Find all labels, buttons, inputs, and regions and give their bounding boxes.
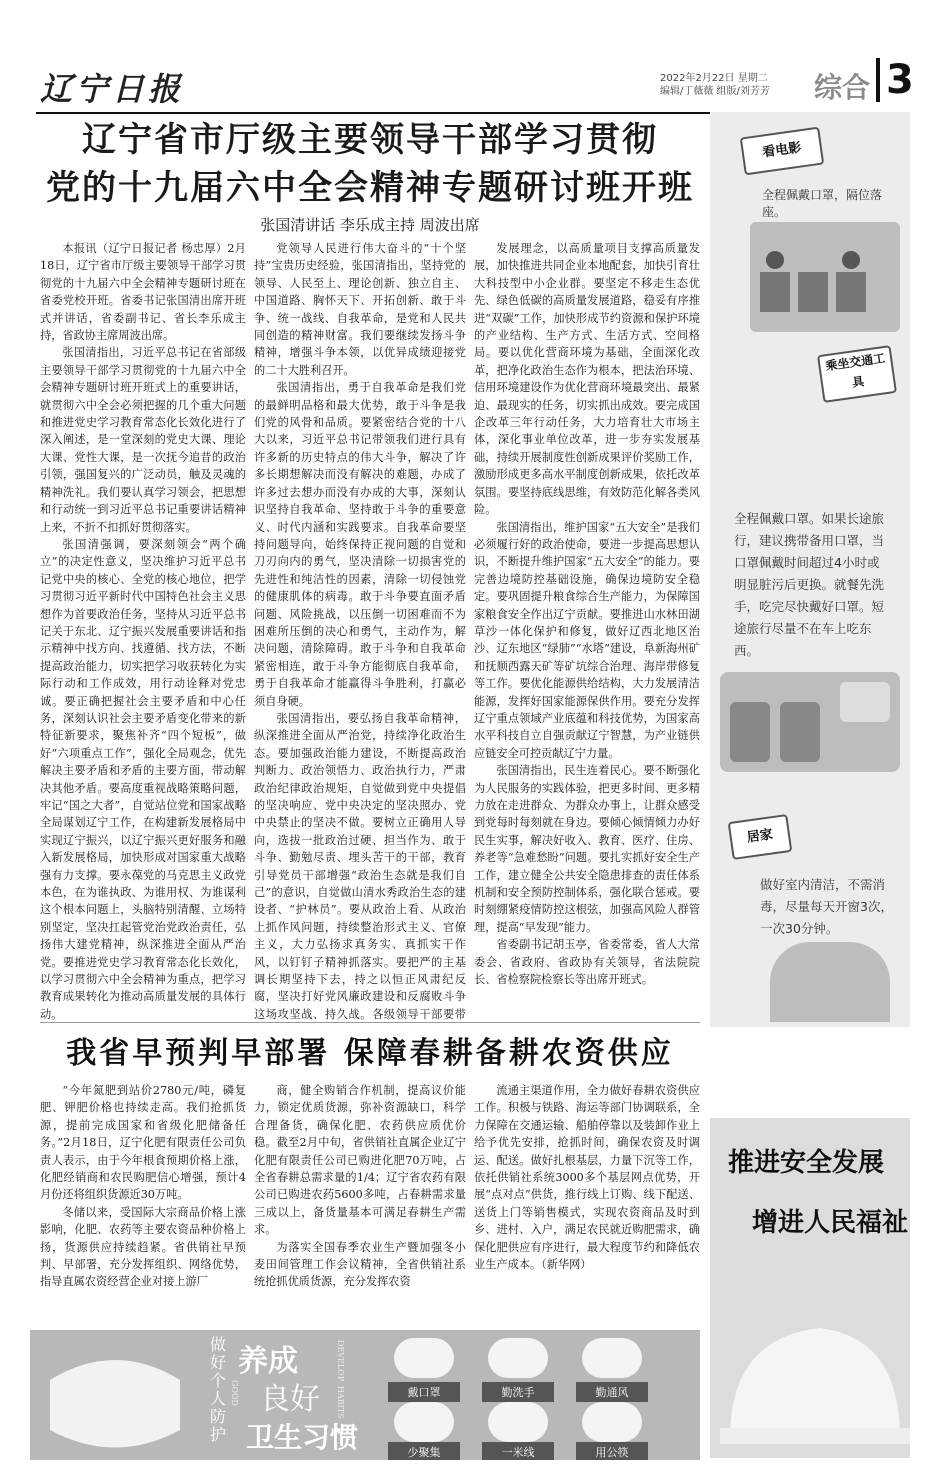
paragraph: 张国清指出，民生连着民心。要不断强化为人民服务的实践体验，把更多时间、更多精力放在走进群众、为群众办事上，让群众感受到党每时每刻就在身边。要倾心倾情倾力办好民生实事，解决好收入、教育、医疗、住房、养老等“急难愁盼”问题。要扎实抓好安全生产工作，建立健全公共安全隐患排查的责任体系机制和安全预防控制体系，强化联合惩戒。要时刻绷紧疫情防控这根弦，加强高风险人群管理，提高“早发现”能力。 [474, 764, 700, 934]
habit-label: 勤通风 [576, 1382, 648, 1402]
paragraph: 发展理念，以高质量项目支撑高质量发展，加快推进共同企业本地配套，加快引育壮大科技型中小企业群。要坚定不移走生态优先、绿色低碳的高质量发展道路，稳妥有序推进“双碳”工作，加快形成节约资源和保护环境的产业结构、生产方式、生活方式、空间格局。要以优化营商环境为基础，全面深化改革，把净化政治生态作为根本，把法治环境、信用环境建设作为优化营商环境最突出、最紧迫、最现实的任务，切实抓出成效。要完成国企改革三年行动任务，大力培育壮大市场主体，深化事业单位改革，进一步夯实发展基础，持续开展制度性创新成果评价奖励工作，激励形成更多高水平制度创新成果，依托改革氛围。要坚持底线思维，有效防范化解各类风险。 [474, 242, 700, 517]
ventilation-habit-icon [582, 1338, 642, 1378]
headline-line-2: 党的十九届六中全会精神专题研讨班开班 [46, 168, 694, 208]
headline-line-1: 辽宁省市厅级主要领导干部学习贯彻 [82, 120, 658, 160]
safety-slogan-line-1: 推进安全发展 [728, 1148, 885, 1178]
ad-title-3: 卫生习惯 [246, 1421, 359, 1454]
panel-text-home: 做好室内清洁，不需消毒，尽量每天开窗3次，一次30分钟。 [760, 877, 893, 936]
train-seat-illustration [720, 672, 900, 772]
face-mask-icon [30, 1340, 200, 1460]
article2-column-2 [254, 1082, 466, 1322]
article2-headline: 我省早预判早部署 保障春耕备耕农资供应 [66, 1036, 674, 1071]
habit-label: 少聚集 [388, 1442, 460, 1460]
panel-tag-home: 居家 [728, 814, 793, 860]
paragraph: 流通主渠道作用，全力做好春耕农资供应工作。积极与铁路、海运等部门协调联系，全力保障在交通运输、船舶停靠以及装卸作业上给予优先安排，抢抓时间，确保农资及时调运、配送。做好扎根基层，力量下沉等工作，依托供销社系统3000多个基层网点优势，开展“点对点”供货，推行线上订购、线下配送、送货上门等销售模式，实现农资商品及时到乡、进村、入户，满足农民就近购肥需求，确保化肥供应有序进行，最大程度节约和降低农业生产成本。（新华网） [474, 1084, 700, 1272]
distance-habit-icon [488, 1402, 548, 1442]
prevention-tips-panel [710, 112, 910, 1027]
paragraph: 本报讯（辽宁日报记者 杨忠厚）2月18日，辽宁省市厅级主要领导干部学习贯彻党的十九届六中全会精神专题研讨班在省委党校开班。省委书记张国清出席开班式并讲话，省委副书记、省长李乐成主持，省政协主席周波出席。 [40, 242, 246, 343]
safety-ad [710, 1118, 910, 1458]
mask-habit-icon [394, 1338, 454, 1378]
panel-tag-transport: 乘坐交通工具 [817, 345, 897, 403]
paragraph: 商，健全购销合作机制，提高议价能力，锁定优质货源，弥补资源缺口，科学合理备货，确保化肥、农药供应质优价稳。截至2月中旬，省供销社直属企业辽宁化肥有限责任公司已购进化肥70万吨，占全省春耕总需求量的1/4；辽宁省农药有限公司已购进农药5600多吨，占春耕需求量三成以上，备货量基本可满足春耕生产需求。 [254, 1084, 466, 1237]
article1-column-1 [40, 240, 246, 1020]
paragraph: 冬储以来，受国际大宗商品价格上涨影响，化肥、农药等主要农资品种价格上扬，货源供应持续趋紧。省供销社早预判、早部署，充分发挥组织、网络优势，指导直属农资经营企业对接上游厂 [40, 1205, 246, 1289]
ad-title-1: 养成 [238, 1344, 298, 1379]
section-name: 综合 [814, 71, 871, 104]
ad-en-habits: HABITS [336, 1386, 345, 1419]
paragraph: 张国清指出，勇于自我革命是我们党的最鲜明品格和最大优势，敢于斗争是我们党的风骨和品质。要紧密结合党的十八大以来，习近平总书记带领我们进行具有许多新的历史特点的伟大斗争，解决了许多长期想解决而没有解决的难题，办成了许多过去想办而没有办成的大事，深刻认识坚持自我革命、坚持敢于斗争的重要意义、时代内涵和实践要求。自我革命要坚持问题导向，始终保持正视问题的自觉和刀刃向内的勇气，坚决清除一切损害党的先进性和纯洁性的因素，清除一切侵蚀党的健康肌体的病毒。敢于斗争要直面矛盾问题、风险挑战，以压倒一切困难而不为困难所压倒的决心和勇气，主动作为，解决问题，清除障碍。敢于斗争和自我革命紧密相连，敢于斗争方能彻底自我革命，勇于自我革命才能赢得斗争胜利，打赢必须自身硬。 [254, 381, 466, 708]
panel-text-movie: 全程佩戴口罩，隔位落座。 [762, 188, 883, 219]
paragraph: 张国清指出，习近平总书记在省部级主要领导干部学习贯彻党的十九届六中全会精神专题研讨班开班式上的重要讲话，就贯彻六中全会必须把握的几个重大问题和推进党史学习教育常态化长效化进行了深入阐述，是一堂深刻的党史大课、理论大课、党性大课，是一次抚今追昔的政治引领，强国复兴的广泛动员，触及灵魂的精神洗礼。我们要认真学习领会，把思想和行动统一到习近平总书记重要讲话精神上来，不折不扣抓好贯彻落实。 [40, 346, 246, 534]
train-seats-icon [720, 672, 900, 772]
ad-title-2: 良好 [260, 1382, 320, 1417]
article1-column-2 [254, 240, 466, 1020]
paragraph: 张国清强调，要深刻领会“两个确立”的决定性意义，坚决维护习近平总书记党中央的核心、全党的核心地位，把学习贯彻习近平新时代中国特色社会主义思想作为首要政治任务，坚持从习近平总书记关于东北、辽宁振兴发展重要讲话和指示精神中找方向、找遵循、找方法，不断提高政治能力，切实把学习收获转化为实际行动和工作成效，用行动诠释对党忠诚。要正确把握社会主要矛盾和中心任务，深刻认识社会主要矛盾变化带来的新特征新要求，聚焦补齐“四个短板”，做好“六项重点工作”，强化全局观念，优先解决主要矛盾和矛盾的主要方面，带动解决其他矛盾。要高度重视战略策略问题，牢记“国之大者”，自觉站位党和国家战略全局谋划辽宁工作，在构建新发展格局中实现辽宁振兴，以辽宁振兴更好服务和融入新发展格局，加快形成对国家重大战略强有力支撑。要永葆党的马克思主义政党本色，在为谁执政、为谁用权、为谁谋利这个根本问题上，头脑特别清醒、立场特别坚定，坚决扛起管党治党政治责任，弘扬伟大建党精神，纵深推进全面从严治党。要推进党史学习教育常态化长效化，以学习贯彻六中全会精神为重点，把学习教育成果转化为推动高质量发展的具体行动。 [40, 537, 246, 1020]
article2-column-1 [40, 1082, 246, 1322]
cinema-seats-icon [750, 222, 900, 332]
paragraph: 张国清指出，维护国家“五大安全”是我们必须履行好的政治使命，要进一步提高思想认识，不断提升维护国家“五大安全”的能力。要完善边境防控基础设施，确保边境防安全稳定。要巩固提升粮食综合生产能力，为保障国家粮食安全作出辽宁贡献。要推进山水林田湖草沙一体化保护和修复，做好辽西北地区治沙、辽东地区“绿肺”“水塔”建设，阜新海州矿和抚顺西露天矿等矿坑综合治理、海岸带修复等工作。要优化能源供给结构，大力发展清洁能源，发挥好国家能源保供作用。要充分发挥辽宁重点领域产业底蕴和科技优势，为国家高水平科技自立自强贡献辽宁智慧，为产业链供应链安全可控贡献辽宁力量。 [474, 520, 700, 760]
article-separator [40, 1022, 700, 1023]
no-gathering-habit-icon [394, 1402, 454, 1442]
ad-vertical-text: 做好个人防护 [210, 1335, 227, 1444]
habit-label: 勤洗手 [482, 1382, 554, 1402]
paragraph: “今年氮肥到站价2780元/吨，磷复肥、钾肥价格也持续走高。我们抢抓货源，提前完成国家和省级化肥储备任务。”2月18日，辽宁化肥有限责任公司负责人表示，由于今年根食预期价格上涨，化肥经销商和农民购肥信心增强，预计4月份还将组织货源近30万吨。 [40, 1084, 246, 1202]
cinema-illustration [750, 222, 900, 332]
panel-text-transport: 全程佩戴口罩。如果长途旅行，建议携带备用口罩，当口罩佩戴时间超过4小时或明显脏污后更换。就餐先洗手，吃完尽快戴好口罩。短途旅行尽量不在车上吃东西。 [734, 511, 885, 658]
article2-column-3 [474, 1082, 700, 1322]
handwash-habit-icon [488, 1338, 548, 1378]
safety-slogan-line-2: 增进人民福祉 [752, 1208, 909, 1238]
article1-column-3 [474, 240, 700, 1020]
home-illustration [770, 942, 890, 1022]
habit-label: 一米线 [482, 1442, 554, 1460]
newspaper-logo: 辽宁日报 [40, 70, 185, 108]
editors-credit: 编辑/丁薇薇 组版/刘芳芳 [660, 86, 770, 97]
habit-label: 戴口罩 [388, 1382, 460, 1402]
article-subhead: 张国清讲话 李乐成主持 周波出席 [260, 216, 480, 234]
hard-hat-icon [710, 1258, 910, 1458]
dateline [660, 72, 820, 98]
habit-label: 用公筷 [576, 1442, 648, 1460]
issue-date: 2022年2月22日 星期二 [660, 73, 768, 84]
serving-chopsticks-habit-icon [582, 1402, 642, 1442]
ad-en-develop: DEVELOP [336, 1340, 345, 1382]
paragraph: 省委副书记胡玉亭，省委常委，省人大常委会、省政府、省政协有关领导，省法院院长、省检察院检察长等出席开班式。 [474, 938, 700, 987]
paragraph: 张国清指出，要弘扬自我革命精神，纵深推进全面从严治党，持续净化政治生态。要加强政治能力建设，不断提高政治判断力、政治领悟力、政治执行力，严肃政治纪律政治规矩，自觉做到党中央提倡的坚决响应、党中央决定的坚决照办、党中央禁止的坚决不做。要树立正确用人导向，选拔一批政治过硬、担当作为、敢于斗争、勤勉尽责、埋头苦干的干部，教育引导党员干部增强“政治生态就是我们自己”的意识，自觉做山清水秀政治生态的建设者、“护林员”。要从政治上看、从政治上抓作风问题，持续整治形式主义、官僚主义，大力弘扬求真务实、真抓实干作风，以钉钉子精神抓落实。要把严的主基调长期坚持下去，持之以恒正风肃纪反腐，坚决打好党风廉政建设和反腐败斗争这场攻坚战、持久战。各级领导干部要带 [254, 711, 466, 1020]
paragraph: 党领导人民进行伟大奋斗的“十个坚持”宝贵历史经验，张国清指出，坚持党的领导、人民至上、理论创新、独立自主、中国道路、胸怀天下、开拓创新、敢于斗争、统一战线、自我革命，是党和人民共同创造的精神财富。我们要继续发扬斗争精神，增强斗争本领，以优异成绩迎接党的二十大胜利召开。 [254, 242, 466, 377]
ad-en-good: GOOD [230, 1380, 239, 1406]
hygiene-habits-ad [30, 1330, 700, 1460]
page-number: 3 [876, 58, 914, 102]
paragraph: 为落实全国春季农业生产暨加强冬小麦田间管理工作会议精神，全省供销社系统抢抓优质货源，充分发挥农资 [254, 1240, 466, 1289]
panel-tag-movie: 看电影 [740, 127, 825, 176]
